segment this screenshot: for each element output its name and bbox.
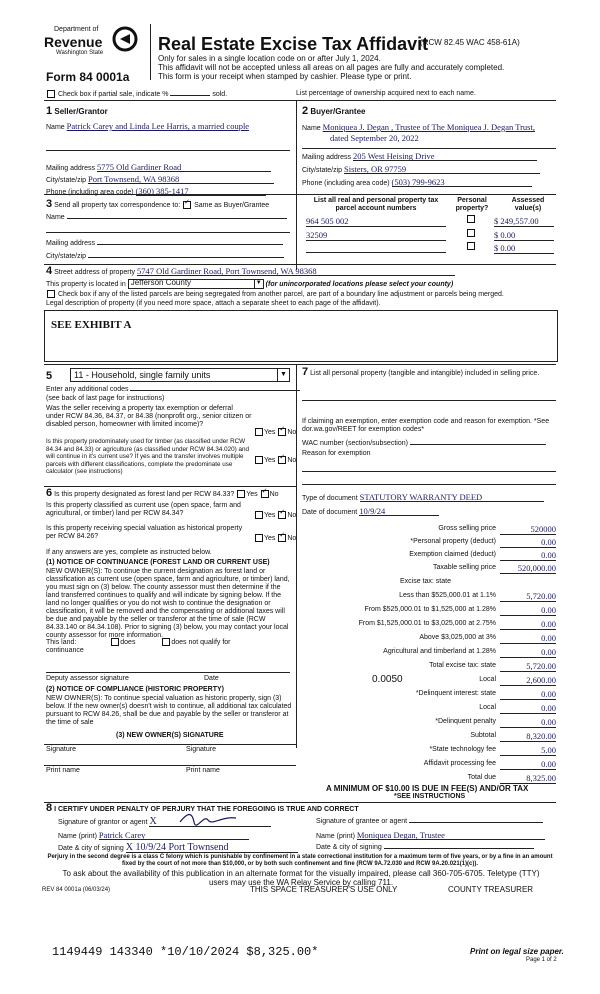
- tax-value[interactable]: 520000: [500, 524, 556, 535]
- forest-no-checkbox[interactable]: [261, 490, 269, 498]
- tax-value[interactable]: 8,320.00: [500, 731, 556, 742]
- exemption-reason: Reason for exemption: [302, 450, 371, 457]
- grantee-signature: Signature of grantee or agent: [316, 818, 543, 826]
- alt-format-notice: To ask about the availability of this publication in an alternate format for the visually impaired, please call 360-705-6705. Teletype (TTY) users may use the WA Relay Service by calling 711.: [62, 869, 540, 887]
- tax-value[interactable]: 0.00: [500, 633, 556, 644]
- tax-label: Agricultural and timberland at 1.28%: [383, 648, 496, 655]
- ownership-note: List percentage of ownership acquired next to each name.: [296, 90, 476, 97]
- grantor-date-city: Date & city of signing X 10/9/24 Port Townsend: [58, 844, 298, 853]
- current-use-no-checkbox[interactable]: [278, 511, 286, 519]
- historic-no-checkbox[interactable]: [278, 534, 286, 542]
- property-use-select[interactable]: 11 - Household, single family units ▼: [70, 368, 290, 382]
- tax-value[interactable]: 5,720.00: [500, 661, 556, 672]
- section5-number: 5: [46, 370, 53, 382]
- new-owner-signature-label: Signature: [46, 746, 76, 753]
- partial-sale: Check box if partial sale, indicate % sold.: [46, 90, 227, 99]
- exemption-note: If claiming an exemption, enter exemption code and reason for exemption. *See dor.wa.gov/REET for exemption codes*: [302, 418, 550, 433]
- section6-q2: Is this property classified as current use (open space, farm and agricultural, or timber) land per RCW 84.34?: [46, 502, 241, 517]
- land-qualify: This land: does does not qualify for: [46, 638, 231, 646]
- notice1-title: (1) NOTICE OF CONTINUANCE (FOREST LAND OR CURRENT USE): [46, 559, 270, 566]
- tax-label: Local: [479, 704, 496, 711]
- buyer-name-line2: dated September 20, 2022: [330, 133, 419, 143]
- assessed-value[interactable]: $ 0.00: [494, 230, 554, 241]
- tax-label: *State technology fee: [429, 746, 496, 753]
- segregated-row: Check box if any of the listed parcels are being segregated from another parcel, are part of a boundary line adjustment or parcels being merged.: [46, 290, 558, 299]
- tax-value[interactable]: 8,325.00: [500, 773, 556, 784]
- tax-label: *Personal property (deduct): [410, 538, 496, 545]
- tax-label: *Delinquent interest: state: [415, 690, 496, 697]
- tax-value[interactable]: 0.00: [500, 759, 556, 770]
- does-not-checkbox[interactable]: [162, 638, 170, 646]
- form-citation: (RCW 82.45 WAC 458-61A): [420, 38, 520, 47]
- parcels-header-numbers: List all real and personal property tax parcel account numbers: [313, 197, 439, 212]
- chevron-down-icon: ▼: [254, 279, 263, 288]
- header-note2: This affidavit will not be accepted unless all areas on all pages are fully and accurately completed.: [158, 63, 505, 72]
- section7-label: 7 List all personal property (tangible and intangible) included in selling price.: [302, 366, 540, 378]
- new-owner-signature2-label: Signature: [186, 746, 216, 753]
- q1-yes-checkbox[interactable]: [255, 428, 263, 436]
- tax-label: Total due: [467, 774, 496, 781]
- tax-label: *Delinquent penalty: [435, 718, 496, 725]
- seller-city: City/state/zip Port Townsend, WA 98368: [46, 175, 274, 185]
- tax-label: Local: [479, 676, 496, 683]
- tax-value[interactable]: 5,720.00: [500, 591, 556, 602]
- forest-yes-checkbox[interactable]: [237, 490, 245, 498]
- see-instructions: *SEE INSTRUCTIONS: [394, 793, 466, 800]
- grantor-signature: Signature of grantor or agent X: [58, 818, 271, 827]
- header-note1: Only for sales in a single location code on or after July 1, 2024.: [158, 54, 381, 63]
- county-treasurer: COUNTY TREASURER: [448, 885, 534, 894]
- assessed-value[interactable]: $ 249,557.00: [494, 216, 554, 227]
- tax-value[interactable]: 0.00: [500, 605, 556, 616]
- codes-note: (see back of last page for instructions): [46, 395, 165, 402]
- section3-mailing: Mailing address: [46, 240, 283, 248]
- tax-label: Taxable selling price: [432, 564, 496, 571]
- notice1-body: NEW OWNER(S): To continue the current designation as forest land or classification as current use (open space, farm and agriculture, or timber) land, you must sign on (3) below. The county assessor must then determine if the land transferred continues to qualify and will indicate by signing below. If the land no longer qualifies or you do not wish to continue the designation or classification, it will be removed and the compensating or additional taxes will be due and payable by the seller or transferor at the time of sale (RCW 84.33.140 or 84.34.108). Prior to signing (3) below, you may contact your local county assessor for more information.: [46, 568, 290, 639]
- tax-value[interactable]: 5.00: [500, 745, 556, 756]
- tax-value[interactable]: 0.00: [500, 550, 556, 561]
- notice2-title: (2) NOTICE OF COMPLIANCE (HISTORIC PROPERTY): [46, 686, 224, 693]
- legal-description-box[interactable]: [44, 310, 558, 362]
- partial-sale-checkbox[interactable]: [47, 90, 55, 98]
- section6-q1: 6 Is this property designated as forest land per RCW 84.33? Yes ✓ No: [46, 489, 296, 499]
- new-owner-print2-label: Print name: [186, 767, 220, 774]
- parcel-number[interactable]: 32509: [306, 230, 446, 241]
- seller-mailing: Mailing address 5775 Old Gardiner Road: [46, 163, 271, 173]
- additional-codes: Enter any additional codes: [46, 386, 300, 394]
- tax-label: Gross selling price: [438, 525, 496, 532]
- dept-line1: Department of: [54, 26, 99, 33]
- local-rate: 0.0050: [372, 674, 403, 685]
- certify-statement: 8 I CERTIFY UNDER PENALTY OF PERJURY THAT THE FOREGOING IS TRUE AND CORRECT: [46, 802, 359, 814]
- continuance-label: continuance: [46, 647, 84, 654]
- tax-value[interactable]: 2,600.00: [500, 675, 556, 686]
- personal-property-checkbox[interactable]: [467, 229, 475, 237]
- section6-q2-answer: Yes ✓ No: [254, 511, 296, 520]
- document-type: Type of document STATUTORY WARRANTY DEED: [302, 493, 544, 503]
- tax-value[interactable]: 0.00: [500, 703, 556, 714]
- section3-name: Name: [46, 214, 287, 222]
- tax-label: From $1,525,000.01 to $3,025,000 at 2.75%: [358, 620, 496, 627]
- tax-value[interactable]: 0.00: [500, 717, 556, 728]
- tax-label: Subtotal: [470, 732, 496, 739]
- dept-line3: Washington State: [56, 50, 104, 56]
- buyer-name: Name Moniquea J. Degan , Trustee of The Moniquea J. Degan Trust,: [302, 122, 535, 132]
- personal-property-checkbox[interactable]: [467, 242, 475, 250]
- section3-label: 3 Send all property tax correspondence to: ✓ Same as Buyer/Grantee: [46, 200, 269, 210]
- minimum-due: A MINIMUM OF $10.00 IS DUE IN FEE(S) AND/OR TAX: [326, 784, 529, 793]
- section6-note: If any answers are yes, complete as instructed below.: [46, 549, 212, 556]
- segregated-checkbox[interactable]: [47, 290, 55, 298]
- section6-q3-answer: Yes ✓ No: [254, 534, 296, 543]
- tax-label: Exemption claimed (deduct): [409, 551, 496, 558]
- wac-number: WAC number (section/subsection): [302, 440, 546, 448]
- tax-label: Total excise tax: state: [429, 662, 496, 669]
- tax-label: Affidavit processing fee: [423, 760, 496, 767]
- tax-label: From $525,000.01 to $1,525,000 at 1.28%: [364, 606, 496, 613]
- section5-q2: Is this property predominately used for timber (as classified under RCW 84.34 and 84.33) or agriculture (as classified under RCW 84.34.020) and will continue in it's current use? If yes and the transfer involves multiple parcels with different classifications, complete the predominate use calculator (see instructions): [46, 438, 250, 475]
- tax-value[interactable]: 0.00: [500, 647, 556, 658]
- current-use-yes-checkbox[interactable]: [255, 511, 263, 519]
- treasurer-use: THIS SPACE TREASURER'S USE ONLY: [250, 885, 398, 894]
- revision-number: REV 84 0001a (06/03/24): [42, 887, 111, 893]
- form-title: Real Estate Excise Tax Affidavit: [158, 34, 429, 54]
- section5-q1-answer: Yes ✓ No: [254, 428, 296, 437]
- grantee-date-city: Date & city of signing: [316, 844, 534, 852]
- seller-name: Name Patrick Carey and Linda Lee Harris, a married couple: [46, 121, 250, 131]
- q2-no-checkbox[interactable]: [278, 456, 286, 464]
- chevron-down-icon: ▼: [277, 369, 289, 381]
- parcel-number[interactable]: 964 505 002: [306, 216, 446, 227]
- dept-line2: Revenue: [44, 34, 103, 50]
- q2-yes-checkbox[interactable]: [255, 456, 263, 464]
- parcel-number[interactable]: [306, 243, 446, 253]
- section5-q1: Was the seller receiving a property tax exemption or deferral under RCW 84.36, 84.37, or 84.38 (nonprofit org., senior citizen or disabled person, homeowner with limited income)?: [46, 405, 252, 428]
- personal-property-checkbox[interactable]: [467, 215, 475, 223]
- parcels-header-personal: Personal property?: [455, 197, 489, 212]
- does-checkbox[interactable]: [111, 638, 119, 646]
- seller-phone: Phone (including area code) (360) 385-1417: [46, 187, 266, 197]
- parcels-header-value: Assessed value(s): [511, 197, 545, 212]
- legal-description-text: SEE EXHIBIT A: [51, 319, 132, 331]
- county-row: This property is located in Jefferson County ▼ (for unincorporated locations please select your county): [46, 278, 454, 288]
- buyer-heading: 2 Buyer/Grantee: [302, 105, 366, 117]
- buyer-mailing: Mailing address 205 West Heising Drive: [302, 152, 537, 162]
- receipt-stamp: 1149449 143340 *10/10/2024 $8,325.00*: [52, 945, 319, 959]
- grantor-signature-scribble: [178, 810, 238, 826]
- tax-label: Above $3,025,000 at 3%: [419, 634, 496, 641]
- new-owner-print-label: Print name: [46, 767, 80, 774]
- header-note3: This form is your receipt when stamped by cashier. Please type or print.: [158, 72, 412, 81]
- perjury-notice: Perjury in the second degree is a class C felony which is punishable by confinement in a state correctional institution for a maximum term of five years, or by a fine in an amount fixed by the court of not more than $10,000, or by both such confinement and fine (RCW 9A.72.030 and RCW 9A.20.021(1)(c)).: [47, 854, 553, 867]
- tax-value[interactable]: 520,000.00: [500, 563, 556, 574]
- tax-value[interactable]: 0.00: [500, 689, 556, 700]
- historic-yes-checkbox[interactable]: [255, 534, 263, 542]
- buyer-city: City/state/zip Sisters, OR 97759: [302, 165, 540, 175]
- document-date: Date of document 10/9/24: [302, 507, 439, 517]
- notice3-title: (3) NEW OWNER(S) SIGNATURE: [116, 732, 224, 739]
- deputy-signature-label: Deputy assessor signature: [46, 675, 129, 682]
- tax-value[interactable]: 0.00: [500, 537, 556, 548]
- same-as-buyer-checkbox[interactable]: [183, 201, 191, 209]
- form-number: Form 84 0001a: [46, 70, 130, 84]
- legal-size-note: Print on legal size paper.: [470, 947, 564, 956]
- section3-city: City/state/zip: [46, 253, 284, 261]
- section5-q2-answer: Yes ✓ No: [254, 456, 296, 465]
- notice2-body: NEW OWNER(S): To continue special valuation as historic property, sign (3) below. If the new owner(s) doesn't wish to continue, all additional tax calculated pursuant to RCW 84.26, shall be due and payable by the seller or transferor at the time of sale: [46, 695, 292, 726]
- tax-value[interactable]: 0.00: [500, 619, 556, 630]
- legal-label: Legal description of property (if you need more space, attach a separate sheet to each page of the affidavit).: [46, 300, 381, 307]
- grantor-name: Name (print) Patrick Carey: [58, 831, 249, 841]
- tax-label: Less than $525,000.01 at 1.1%: [399, 592, 496, 599]
- section6-q3: Is this property receiving special valuation as historical property per RCW 84.26?: [46, 525, 243, 540]
- buyer-phone: Phone (including area code) (503) 799-9623: [302, 178, 532, 188]
- dor-seal-icon: [112, 26, 138, 52]
- grantee-name: Name (print) Moniquea Degan, Trustee: [316, 831, 545, 841]
- property-street: 4 Street address of property 5747 Old Gardiner Road, Port Townsend, WA 98368: [46, 267, 455, 277]
- page-number: Page 1 of 2: [526, 957, 557, 963]
- q1-no-checkbox[interactable]: [278, 428, 286, 436]
- seller-heading: 1 Seller/Grantor: [46, 105, 108, 117]
- deputy-date-label: Date: [204, 675, 219, 682]
- tax-label: Excise tax: state: [400, 578, 451, 585]
- assessed-value[interactable]: $ 0.00: [494, 243, 554, 254]
- county-select[interactable]: Jefferson County ▼: [128, 279, 264, 289]
